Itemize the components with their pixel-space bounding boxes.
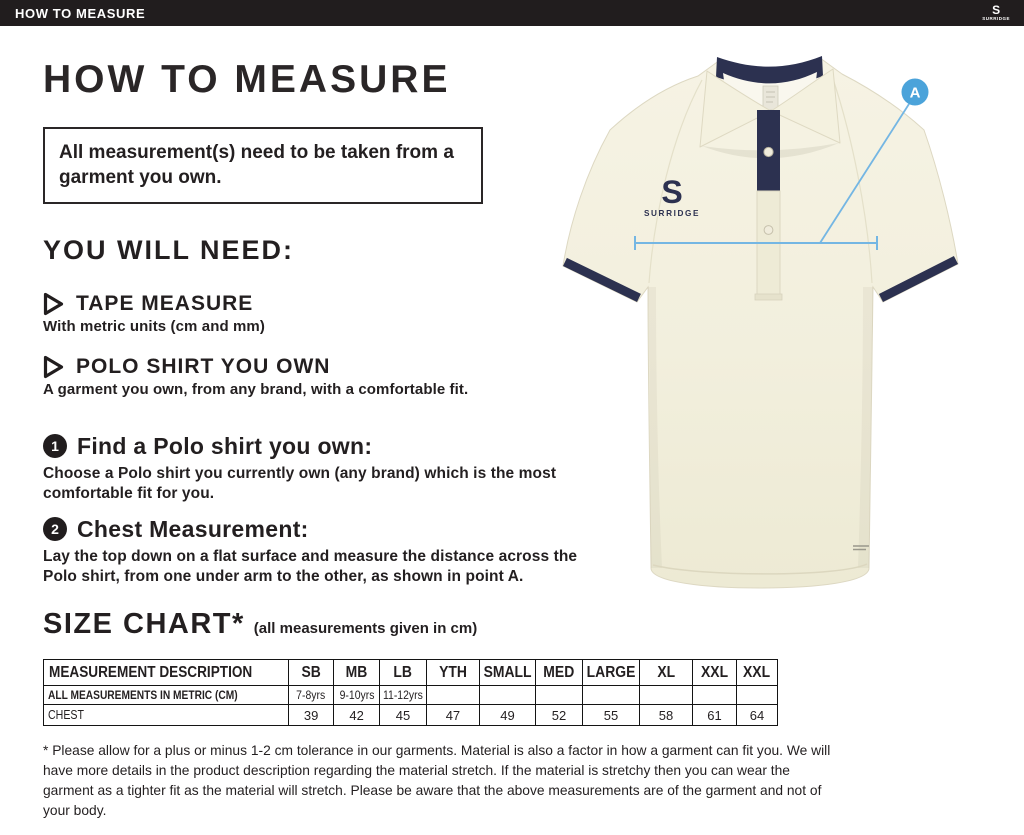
table-header-cell: XXL (737, 660, 778, 686)
table-header-cell: SB (289, 660, 334, 686)
step-title: Chest Measurement: (77, 515, 309, 542)
page-title: HOW TO MEASURE (43, 58, 451, 101)
table-header-cell: SMALL (479, 660, 535, 686)
step-description: Lay the top down on a flat surface and measure the distance across the Polo shirt, from one under arm to the other, as shown in point A. (43, 548, 578, 585)
neck-label (763, 86, 778, 110)
table-cell (426, 686, 479, 705)
need-item-tape-measure (43, 292, 265, 335)
placket-lower (757, 191, 780, 298)
table-header-cell: LARGE (583, 660, 640, 686)
table-cell: 11-12yrs (380, 686, 427, 705)
step-description: Choose a Polo shirt you currently own (any brand) which is the most comfortable fit for you. (43, 465, 557, 502)
need-item-description: With metric units (cm and mm) (43, 318, 265, 335)
table-header-cell: MEASUREMENT DESCRIPTION (44, 660, 289, 686)
table-cell: 55 (583, 705, 640, 726)
marker-a-label: A (909, 84, 921, 102)
size-chart-heading (43, 608, 477, 641)
chest-logo-initial: S (661, 174, 683, 210)
table-cell: 9-10yrs (334, 686, 380, 705)
table-header-cell: XL (640, 660, 693, 686)
table-cell: ALL MEASUREMENTS IN METRIC (CM) (44, 686, 289, 705)
step-number-badge: 1 (43, 434, 67, 458)
triangle-bullet-icon (43, 355, 64, 379)
table-cell (536, 686, 583, 705)
notice-box: All measurement(s) need to be taken from a garment you own. (43, 127, 483, 204)
table-cell: 47 (426, 705, 479, 726)
top-bar-title: HOW TO MEASURE (15, 5, 146, 21)
step-number-badge: 2 (43, 517, 67, 541)
size-chart-title: SIZE CHART* (43, 608, 245, 640)
triangle-bullet-icon (43, 292, 64, 316)
table-header-cell: LB (380, 660, 427, 686)
step-2 (43, 516, 588, 586)
placket-end-bar (755, 294, 782, 300)
table-header-row (44, 660, 778, 686)
table-cell (640, 686, 693, 705)
step-title: Find a Polo shirt you own: (77, 432, 373, 459)
table-cell (693, 686, 737, 705)
table-cell: 7-8yrs (289, 686, 334, 705)
surridge-logo-icon (982, 4, 1010, 22)
table-cell (479, 686, 535, 705)
need-item-title: POLO SHIRT YOU OWN (76, 355, 331, 378)
button-bottom (764, 226, 773, 235)
need-item-description: A garment you own, from any brand, with a comfortable fit. (43, 381, 469, 398)
table-row-metric (44, 686, 778, 705)
table-cell: 58 (640, 705, 693, 726)
need-item-polo-shirt (43, 355, 468, 398)
table-cell: 61 (693, 705, 737, 726)
table-cell: 64 (737, 705, 778, 726)
table-header-cell: XXL (693, 660, 737, 686)
table-row-chest (44, 705, 778, 726)
table-header-cell: MED (536, 660, 583, 686)
table-cell (737, 686, 778, 705)
table-header-cell: YTH (426, 660, 479, 686)
button-top (764, 147, 773, 156)
need-item-title: TAPE MEASURE (76, 292, 254, 315)
size-chart-subtitle: (all measurements given in cm) (253, 620, 478, 637)
surridge-logo-text: SURRIDGE (982, 16, 1010, 22)
table-cell: 49 (479, 705, 535, 726)
polo-shirt-diagram (550, 40, 1024, 600)
table-cell: 52 (536, 705, 583, 726)
table-cell (583, 686, 640, 705)
table-cell: 42 (334, 705, 380, 726)
top-bar (0, 0, 1024, 26)
size-chart-table (43, 659, 778, 726)
polo-shirt-illustration (550, 40, 1024, 600)
table-cell: 39 (289, 705, 334, 726)
you-will-need-heading: YOU WILL NEED: (43, 235, 295, 265)
surridge-logo-initial: S (992, 3, 1001, 18)
table-cell: 45 (380, 705, 427, 726)
table-cell: CHEST (44, 705, 289, 726)
footnote-text: * Please allow for a plus or minus 1-2 cm tolerance in our garments. Material is also a factor in how a garment can fit you. We will have more details in the product description regarding the material stretch. If the material is stretchy then you can wear the garment as a tighter fit as the material will stretch. Please be aware that the above measurements are of the garment and not of your body. (43, 743, 831, 818)
chest-logo-text: SURRIDGE (643, 209, 701, 218)
step-1 (43, 433, 588, 503)
table-header-cell: MB (334, 660, 380, 686)
